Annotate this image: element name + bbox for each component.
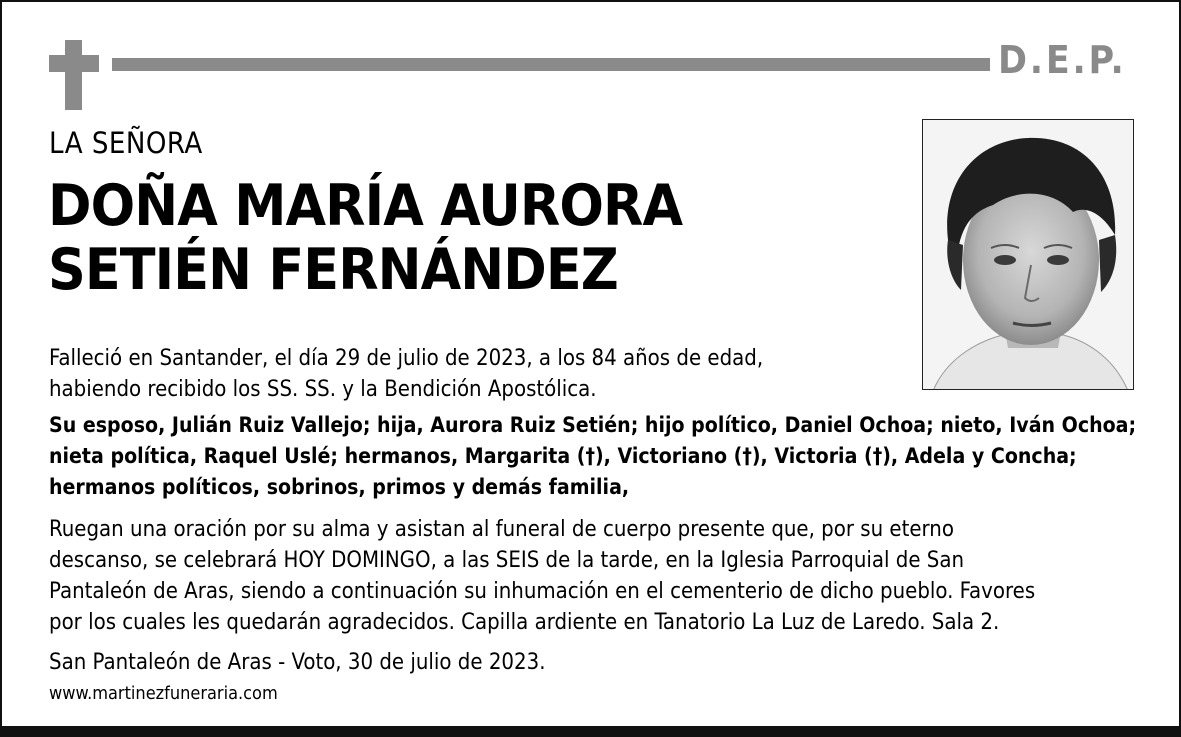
deceased-name (48, 174, 682, 302)
family-line: hermanos políticos, sobrinos, primos y demás familia, (49, 475, 630, 499)
funeral-details (49, 514, 1035, 638)
name-line-1: DOÑA MARÍA AURORA (48, 173, 683, 239)
family-line: Su esposo, Julián Ruiz Vallejo; hija, Aurora Ruiz Setién; hijo político, Daniel Ochoa; nieto, Iván Ochoa; (49, 413, 1137, 437)
death-notice-line: habiendo recibido los SS. SS. y la Bendición Apostólica. (49, 377, 597, 402)
name-line-2: SETIÉN FERNÁNDEZ (48, 237, 618, 303)
header-rule (112, 58, 990, 71)
family-list (49, 410, 1136, 503)
cross-icon-bar (49, 55, 99, 72)
dep-label: D.E.P. (998, 38, 1127, 82)
death-notice (49, 343, 763, 405)
bottom-border (2, 726, 1179, 735)
funeral-line: descanso, se celebrará HOY DOMINGO, a las SEIS de la tarde, en la Iglesia Parroquial de San (49, 548, 965, 573)
honorific: LA SEÑORA (49, 126, 203, 160)
place-date: San Pantaleón de Aras - Voto, 30 de julio de 2023. (49, 650, 546, 675)
funeral-line: Pantaleón de Aras, siendo a continuación su inhumación en el cementerio de dicho pueblo. Favores (49, 579, 1036, 604)
cross-icon (65, 40, 82, 110)
funeral-line: Ruegan una oración por su alma y asistan al funeral de cuerpo presente que, por su eterno (49, 517, 954, 542)
funeral-line: por los cuales les quedarán agradecidos. Capilla ardiente en Tanatorio La Luz de Laredo. Sala 2. (49, 610, 1000, 635)
family-line: nieta política, Raquel Uslé; hermanos, Margarita (†), Victoriano (†), Victoria (†), Adela y Concha; (49, 444, 1077, 468)
portrait-image (923, 120, 1134, 390)
death-notice-line: Falleció en Santander, el día 29 de julio de 2023, a los 84 años de edad, (49, 346, 764, 371)
website-link[interactable]: www.martinezfuneraria.com (49, 683, 278, 704)
portrait-photo (922, 119, 1134, 390)
